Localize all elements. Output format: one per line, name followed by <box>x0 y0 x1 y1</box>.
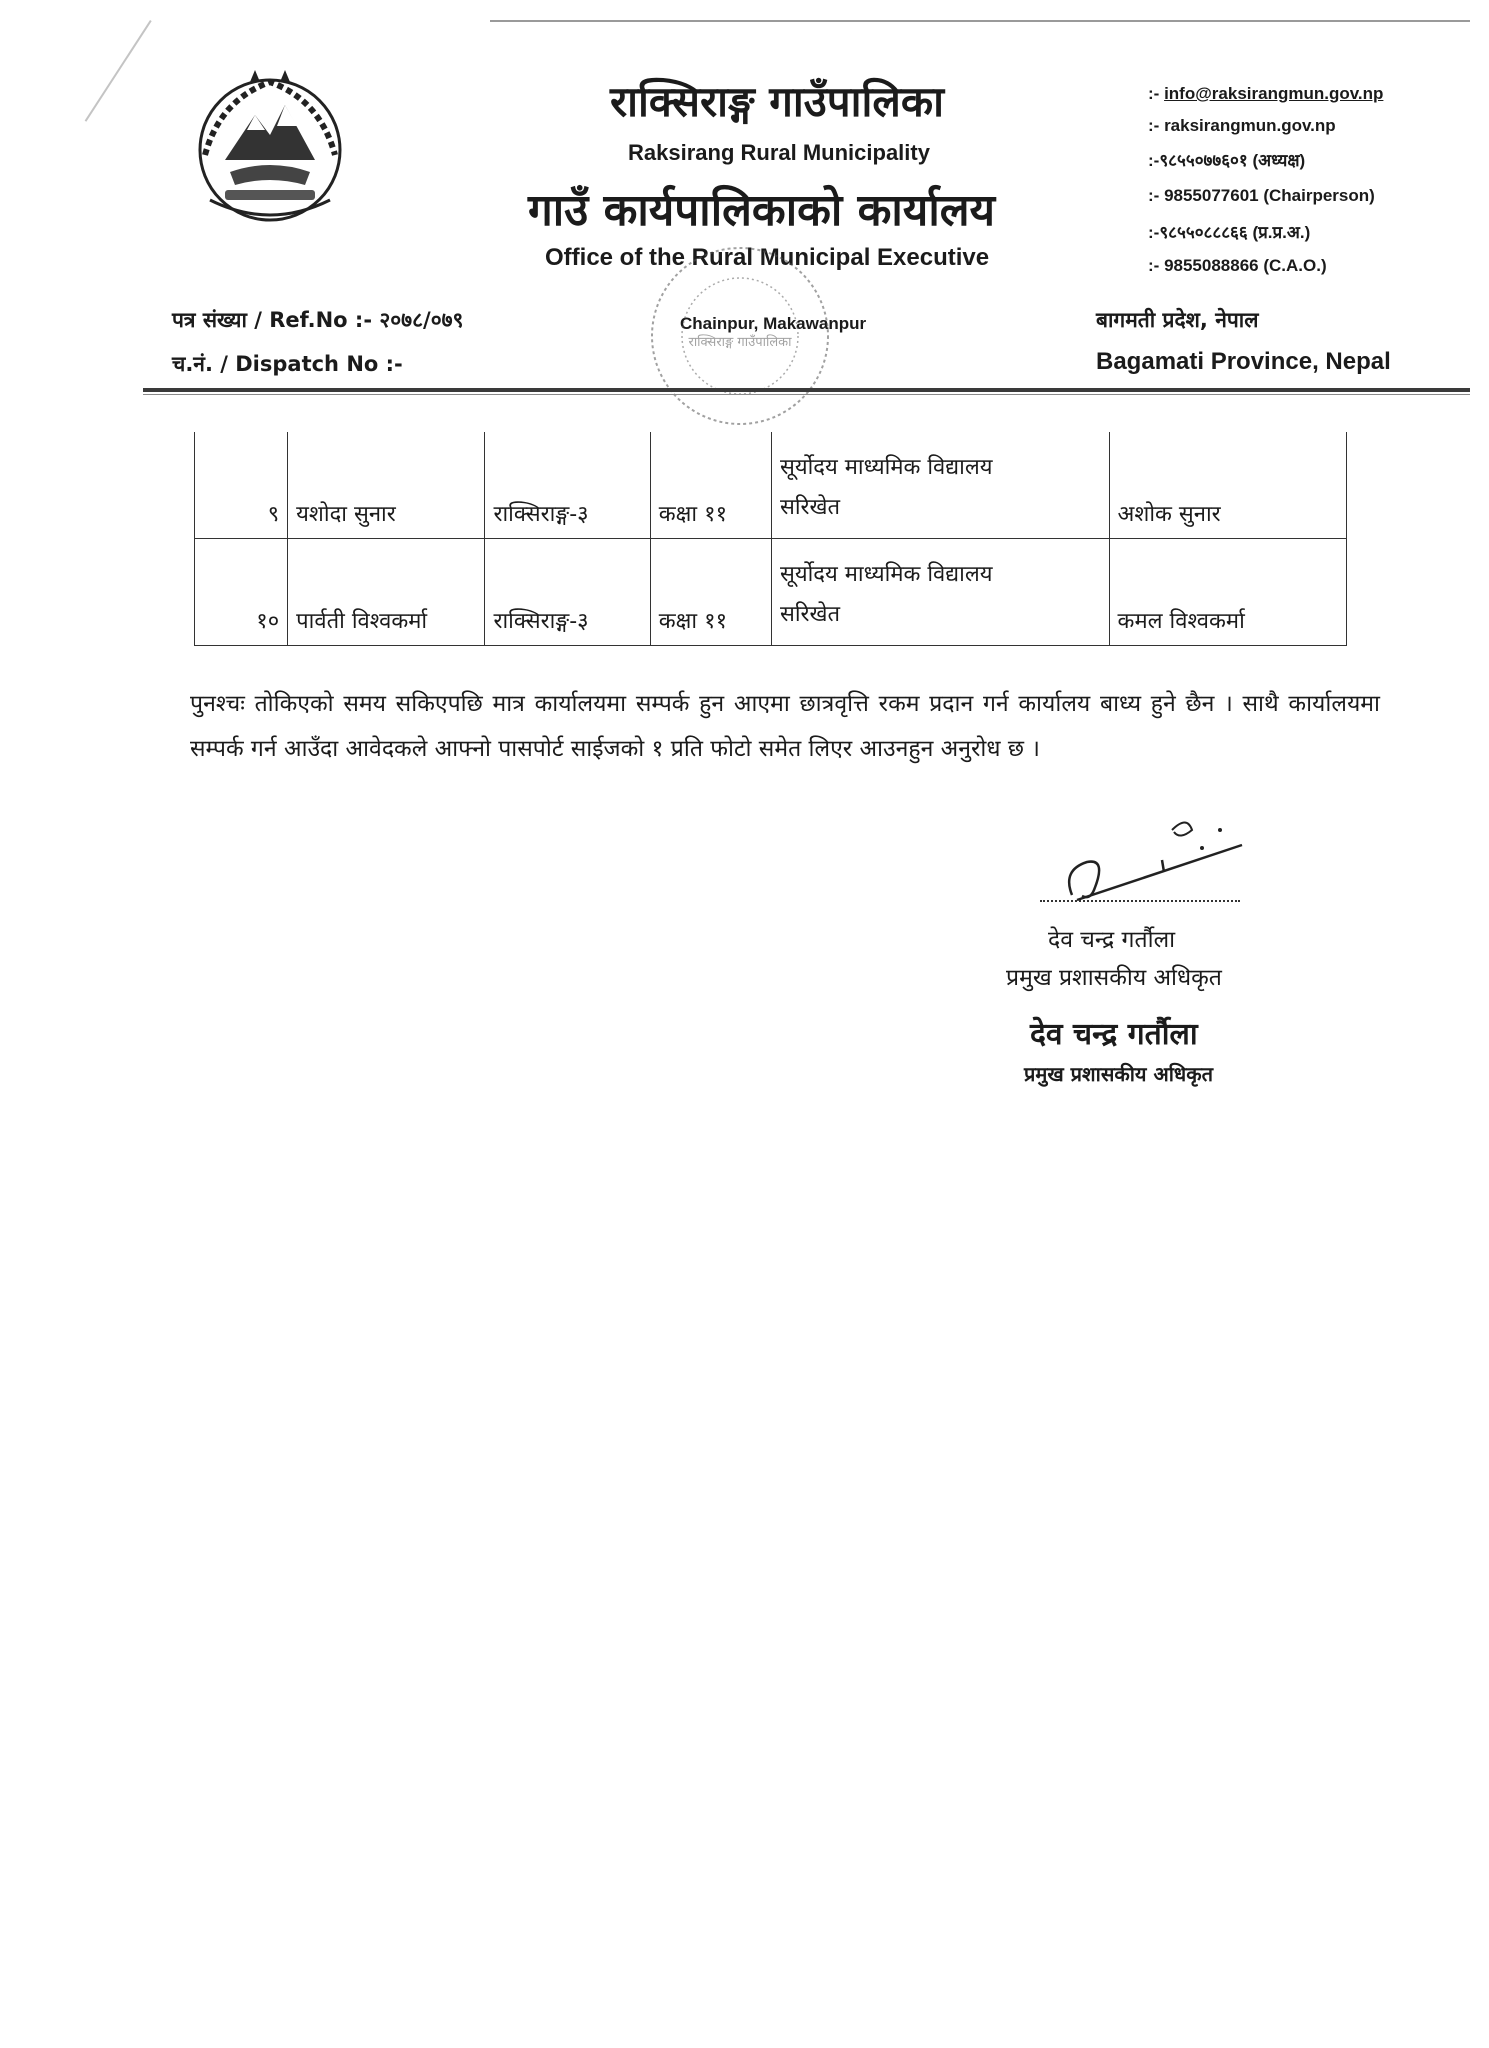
province-np: बागमती प्रदेश, नेपाल <box>1096 308 1259 332</box>
cell-sn: ९ <box>195 432 288 539</box>
table-row <box>195 539 1347 646</box>
stamp-center-text: राक्सिराङ्ग गाउँपालिका <box>688 335 792 350</box>
name-stamp: देव चन्द्र गर्तौला <box>1030 1017 1198 1052</box>
signatory-title: प्रमुख प्रशासकीय अधिकृत <box>1006 965 1222 991</box>
header-divider <box>143 388 1470 392</box>
table-row <box>195 432 1347 539</box>
contact-phone-chair-en: :- 9855077601 (Chairperson) <box>1148 186 1375 205</box>
school-line2: सरिखेत <box>779 495 841 520</box>
title-stamp: प्रमुख प्रशासकीय अधिकृत <box>1024 1062 1213 1086</box>
province-en: Bagamati Province, Nepal <box>1096 348 1391 375</box>
office-name-en: Office of the Rural Municipal Executive <box>545 244 990 271</box>
ref-number: पत्र संख्या / Ref.No :- २०७८/०७९ <box>172 308 464 332</box>
contact-website: :- raksirangmun.gov.np <box>1148 116 1336 135</box>
student-table <box>194 432 1347 646</box>
cell-name: पार्वती विश्वकर्मा <box>288 539 485 646</box>
scan-mark <box>85 20 152 122</box>
office-location: Chainpur, Makawanpur <box>680 314 867 333</box>
cell-sn: १० <box>195 539 288 646</box>
cell-class: कक्षा ११ <box>650 539 771 646</box>
dispatch-number: च.नं. / Dispatch No :- <box>172 352 403 376</box>
signatory-name: देव चन्द्र गर्तौला <box>1048 927 1176 953</box>
contact-email: :- info@raksirangmun.gov.np <box>1148 84 1384 103</box>
office-name-np: गाउँ कार्यपालिकाको कार्यालय <box>528 185 996 236</box>
postscript-note: पुनश्चः तोकिएको समय सकिएपछि मात्र कार्यालयमा सम्पर्क हुन आएमा छात्रवृत्ति रकम प्रदान गर्न कार्यालय बाध्य हुने छैन । साथै कार्यालयमा सम्पर्क गर्न आउँदा आवेदकले आफ्नो पासपोर्ट साईजको १ प्रति फोटो समेत लिएर आउनहुन अनुरोध छ । <box>190 691 1380 762</box>
cell-class: कक्षा ११ <box>650 432 771 539</box>
org-name-en: Raksirang Rural Municipality <box>628 140 930 165</box>
contact-phone-cao-np: :-९८५५०८८८६६ (प्र.प्र.अ.) <box>1148 223 1311 242</box>
signature-line <box>1040 890 1240 902</box>
cell-address: राक्सिराङ्ग-३ <box>485 539 650 646</box>
cell-school <box>771 539 1109 646</box>
school-line1: सूर्योदय माध्यमिक विद्यालय <box>779 562 993 587</box>
cell-parent: अशोक सुनार <box>1109 432 1346 539</box>
header-divider-thin <box>143 394 1470 395</box>
school-line1: सूर्योदय माध्यमिक विद्यालय <box>779 455 993 480</box>
nepal-emblem-logo <box>185 60 355 244</box>
contact-phone-chair-np: :-९८५५०७७६०१ (अध्यक्ष) <box>1148 151 1306 170</box>
cell-name: यशोदा सुनार <box>288 432 485 539</box>
office-round-stamp <box>640 236 840 440</box>
org-name-np: राक्सिराङ्ग गाउँपालिका <box>610 77 944 126</box>
cell-school <box>771 432 1109 539</box>
school-line2: सरिखेत <box>779 602 841 627</box>
cell-parent: कमल विश्वकर्मा <box>1109 539 1346 646</box>
top-rule <box>490 20 1470 22</box>
contact-phone-cao-en: :- 9855088866 (C.A.O.) <box>1148 256 1327 275</box>
cell-address: राक्सिराङ्ग-३ <box>485 432 650 539</box>
